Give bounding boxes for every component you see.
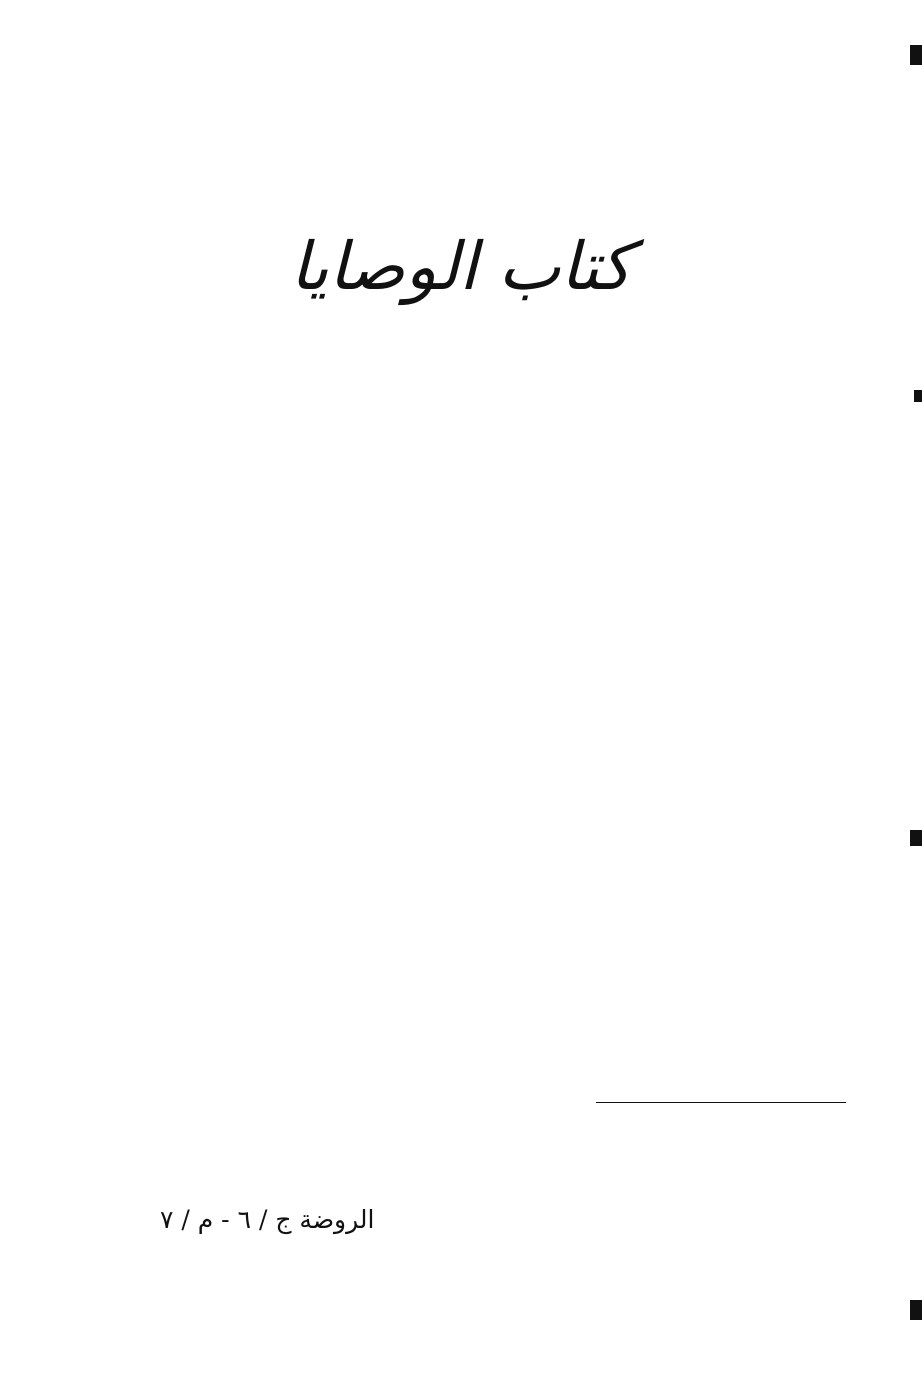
chapter-title: كتاب الوصايا — [290, 228, 632, 305]
edge-mark-2 — [914, 390, 922, 402]
signature-mark: الروضة ج / ٦ - م / ٧ — [160, 1205, 375, 1234]
footnote-separator — [596, 1102, 846, 1103]
edge-mark-1 — [910, 45, 922, 65]
edge-mark-4 — [910, 1300, 922, 1320]
edge-mark-3 — [910, 830, 922, 846]
